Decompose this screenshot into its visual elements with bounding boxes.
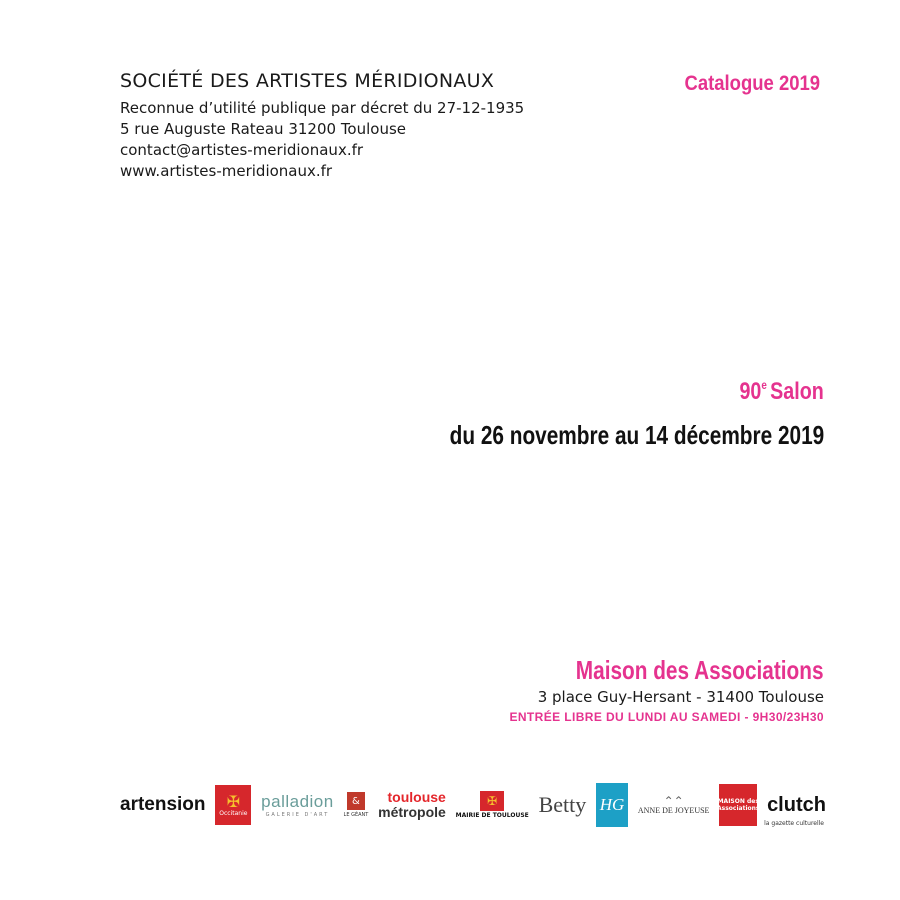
clutch-label: clutch [767,793,826,816]
anne-label: ANNE DE JOYEUSE [637,805,710,815]
event-dates: du 26 novembre au 14 décembre 2019 [449,420,824,450]
society-email[interactable]: contact@artistes-meridionaux.fr [120,141,364,159]
venue-hours: ENTRÉE LIBRE DU LUNDI AU SAMEDI - 9H30/23H30 [509,710,824,724]
mairie-label: MAIRIE DE TOULOUSE [455,812,529,819]
society-block [120,70,524,182]
venue-address: 3 place Guy-Hersant - 31400 Toulouse [537,688,824,706]
society-address: 5 rue Auguste Rateau 31200 Toulouse [120,120,407,138]
metropole-line1: toulouse [387,789,446,805]
salon-label: Salon [770,378,824,405]
metropole-line2: métropole [378,804,446,820]
salon-suffix: e [761,378,768,392]
venue-name: Maison des Associations [576,655,824,685]
society-recognition: Reconnue d’utilité publique par décret du 27-12-1935 [120,99,525,117]
toulouse-cross-icon: ✠ [480,791,504,811]
geant-square-icon: & [347,792,365,810]
clutch-logo [767,794,826,817]
palladion-sub: GALERIE D'ART [265,812,330,818]
anne-de-joyeuse-logo [637,793,710,815]
salon-number: 90 [739,378,762,405]
geant-logo [344,792,369,818]
palladion-label: palladion [261,792,334,811]
geant-label: LE GÉANT [343,812,369,818]
palladion-logo [261,792,334,818]
clutch-sub: la gazette culturelle [764,820,824,827]
mountain-icon: ⌃⌃ [663,793,684,808]
maison-associations-logo: MAISON des Associations [719,784,757,826]
sponsor-logos [120,782,826,828]
betty-logo: Betty [538,792,587,817]
artension-logo: artension [120,794,206,815]
occitan-cross-icon: ✠ [226,791,241,811]
occitanie-logo [215,785,251,825]
hg-logo: HG [596,783,628,827]
mairie-logo [456,791,529,819]
society-name: SOCIÉTÉ DES ARTISTES MÉRIDIONAUX [120,70,495,92]
society-website[interactable]: www.artistes-meridionaux.fr [120,162,333,180]
catalogue-title: Catalogue 2019 [684,72,820,95]
toulouse-metropole-logo [378,790,446,820]
salon-title [740,378,824,406]
venue-block [509,655,824,724]
occitanie-label: Occitanie [219,809,248,817]
